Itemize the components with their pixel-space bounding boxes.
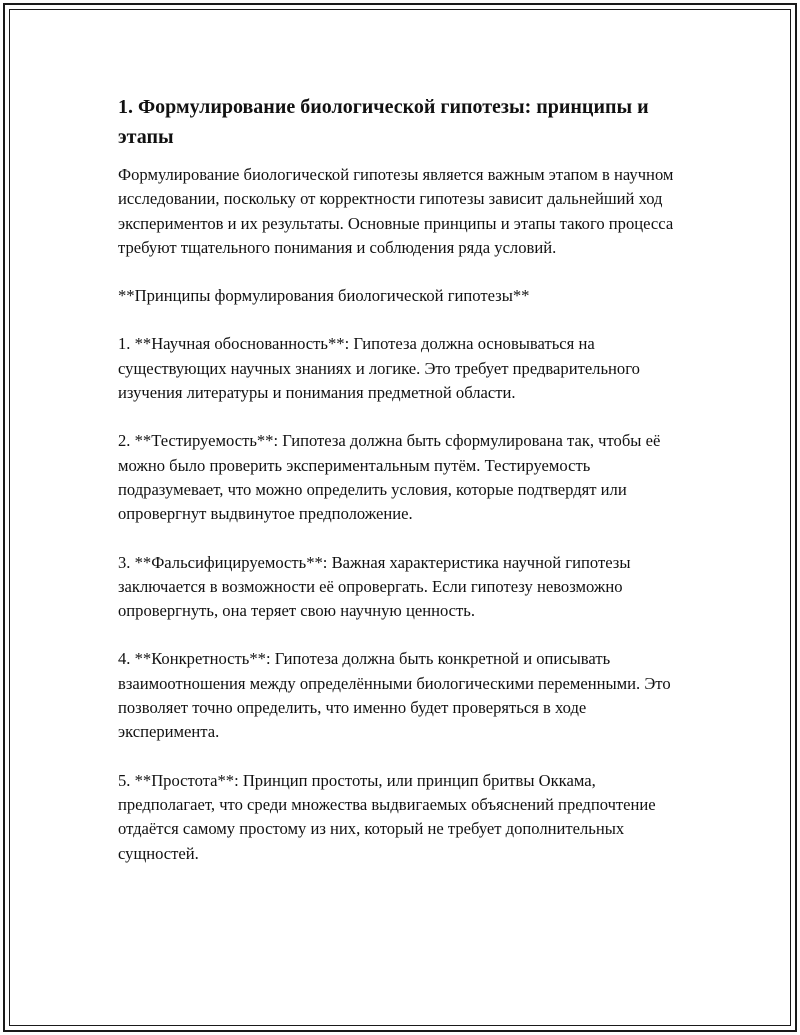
section-title: 1. Формулирование биологической гипотезы: принципы и этапы <box>118 96 649 148</box>
principle-scientific-validity: 1. **Научная обоснованность**: Гипотеза должна основываться на существующих научных знаниях и логике. Это требует предварительного изучения литературы и понимания предметной области. <box>118 334 640 403</box>
intro-paragraph: Формулирование биологической гипотезы является важным этапом в научном исследовании, поскольку от корректности гипотезы зависит дальнейший ход экспериментов и их результаты. Основные принципы и этапы такого процесса требуют тщательного понимания и соблюдения ряда условий. <box>118 165 674 257</box>
principle-specificity: 4. **Конкретность**: Гипотеза должна быть конкретной и описывать взаимоотношения между определёнными биологическими переменными. Это позволяет точно определить, что именно будет проверяться в ходе эксперимента. <box>118 649 671 742</box>
principles-heading: **Принципы формулирования биологической гипотезы** <box>118 286 530 306</box>
principle-simplicity: 5. **Простота**: Принцип простоты, или принцип бритвы Оккама, предполагает, что среди множества выдвигаемых объяснений предпочтение отдаётся самому простому из них, который не требует дополнительных сущностей. <box>118 770 656 863</box>
principle-testability: 2. **Тестируемость**: Гипотеза должна быть сформулирована так, чтобы её можно было проверить экспериментальным путём. Тестируемость подразумевает, что можно определить условия, которые подтвердят или опровергнут выдвинутое предположение. <box>118 431 661 524</box>
document-body <box>118 92 688 890</box>
principle-falsifiability: 3. **Фальсифицируемость**: Важная характеристика научной гипотезы заключается в возможности её опровергать. Если гипотезу невозможно опровергнуть, она теряет свою научную ценность. <box>118 552 631 621</box>
